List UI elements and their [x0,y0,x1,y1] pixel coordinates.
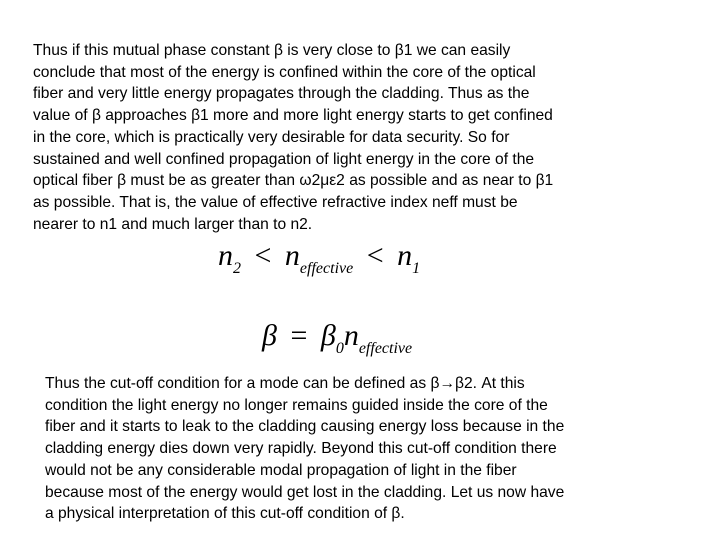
text-line: conclude that most of the energy is confined within the core of the optical [33,63,536,81]
text-line: condition the light energy no longer remains guided inside the core of the [45,396,548,414]
text-line: cladding energy dies down very rapidly. Beyond this cut-off condition there [45,440,557,458]
subscript-1: 1 [412,260,421,277]
paragraph-cutoff-condition [45,373,564,525]
text-line: nearer to n1 and much larger than to n2. [33,215,313,233]
equation-refractive-index-inequality [218,234,420,283]
subscript-effective: effective [358,340,413,357]
paragraph-propagation-condition [33,40,553,235]
text-line: in the core, which is practically very desirable for data security. So for [33,128,510,146]
subscript-2: 2 [233,260,241,277]
text-line: fiber and it starts to leak to the cladding causing energy loss because in the [45,418,565,436]
equals-operator: = [290,319,308,352]
symbol-beta: β [320,319,336,352]
equation-propagation-constant [262,314,412,363]
symbol-beta: β [262,319,277,352]
text-line: because most of the energy would get lost in the cladding. Let us now have [45,483,565,501]
text-line: sustained and well confined propagation of light energy in the core of the [33,150,535,168]
symbol-n: n [218,239,233,272]
symbol-n: n [343,319,359,352]
subscript-0: 0 [335,340,344,357]
text-line: as possible. That is, the value of effective refractive index neff must be [33,193,518,211]
text-line: optical fiber β must be as greater than ω2με2 as possible and as near to β1 [33,172,554,190]
symbol-n: n [284,239,300,272]
text-line: Thus if this mutual phase constant β is very close to β1 we can easily [33,42,511,59]
text-line: a physical interpretation of this cut-off condition of β. [45,505,405,523]
text-line: fiber and very little energy propagates through the cladding. Thus as the [33,85,530,103]
less-than-operator: < [254,239,272,272]
text-line: would not be any considerable modal propagation of light in the fiber [45,461,517,479]
subscript-effective: effective [299,260,354,277]
text-line: value of β approaches β1 more and more light energy starts to get confined [33,107,553,125]
text-line: Thus the cut-off condition for a mode can be defined as β→β2. At this [45,375,525,392]
symbol-n: n [397,239,413,272]
less-than-operator: < [366,239,384,272]
